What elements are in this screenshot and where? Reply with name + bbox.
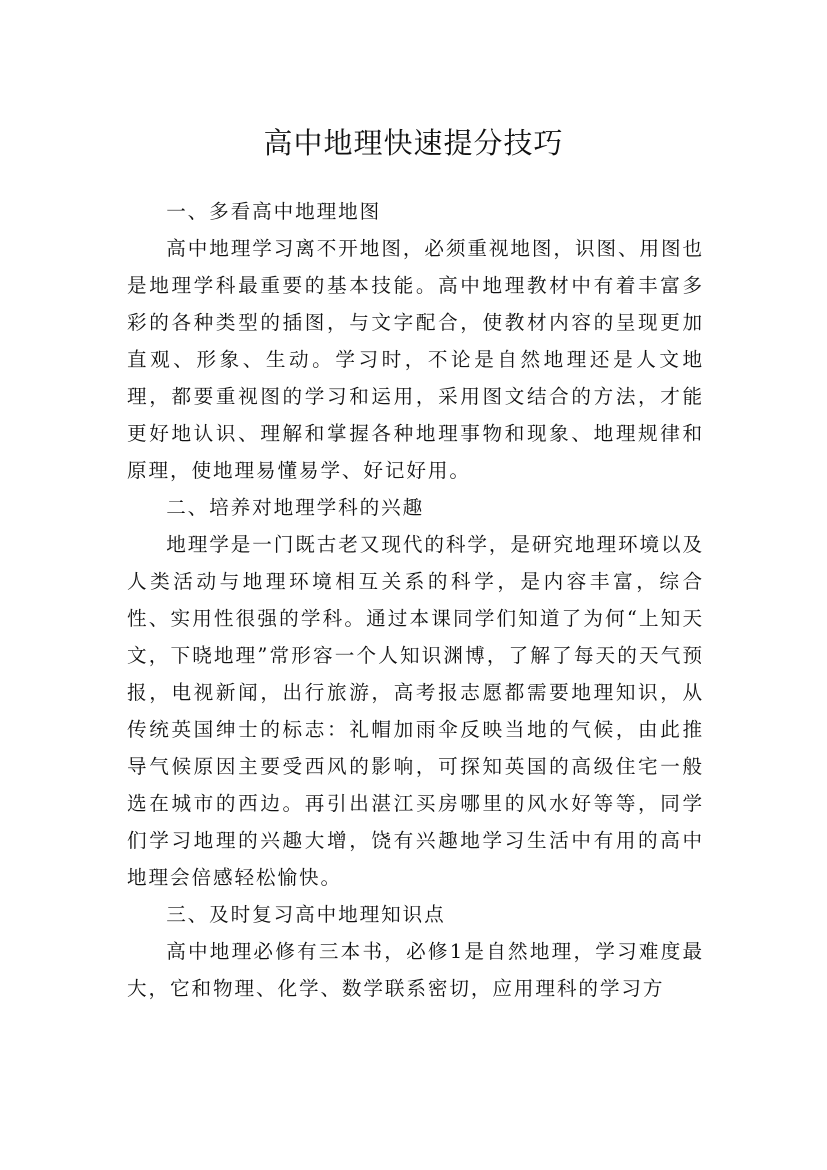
section-paragraph-3: 高中地理必修有三本书，必修1是自然地理，学习难度最大，它和物理、化学、数学联系密切，应用理科的学习方: [127, 940, 704, 1000]
section-heading-3: 三、及时复习高中地理知识点: [166, 903, 446, 926]
section-heading-1: 一、多看高中地理地图: [166, 200, 382, 223]
section-paragraph-2: 地理学是一门既古老又现代的科学，是研究地理环境以及人类活动与地理环境相互关系的科学，是内容丰富，综合性、实用性很强的学科。通过本课同学们知道了为何“上知天文，下晓地理”常形容一个人知识渊博，了解了每天的天气预报，电视新闻，出行旅游，高考报志愿都需要地理知识，从传统英国绅士的标志：礼帽加雨伞反映当地的气候，由此推导气候原因主要受西风的影响，可探知英国的高级住宅一般选在城市的西边。再引出湛江买房哪里的风水好等等，同学们学习地理的兴趣大增，饶有兴趣地学习生活中有用的高中地理会倍感轻松愉快。: [127, 533, 704, 889]
section-paragraph-1: 高中地理学习离不开地图，必须重视地图，识图、用图也是地理学科最重要的基本技能。高中地理教材中有着丰富多彩的各种类型的插图，与文字配合，使教材内容的呈现更加直观、形象、生动。学习时，不论是自然地理还是人文地理，都要重视图的学习和运用，采用图文结合的方法，才能更好地认识、理解和掌握各种地理事物和现象、地理规律和原理，使地理易懂易学、好记好用。: [127, 237, 704, 482]
document-title: 高中地理快速提分技巧: [263, 126, 564, 161]
section-heading-2: 二、培养对地理学科的兴趣: [166, 496, 425, 519]
document-body: [127, 193, 704, 1007]
